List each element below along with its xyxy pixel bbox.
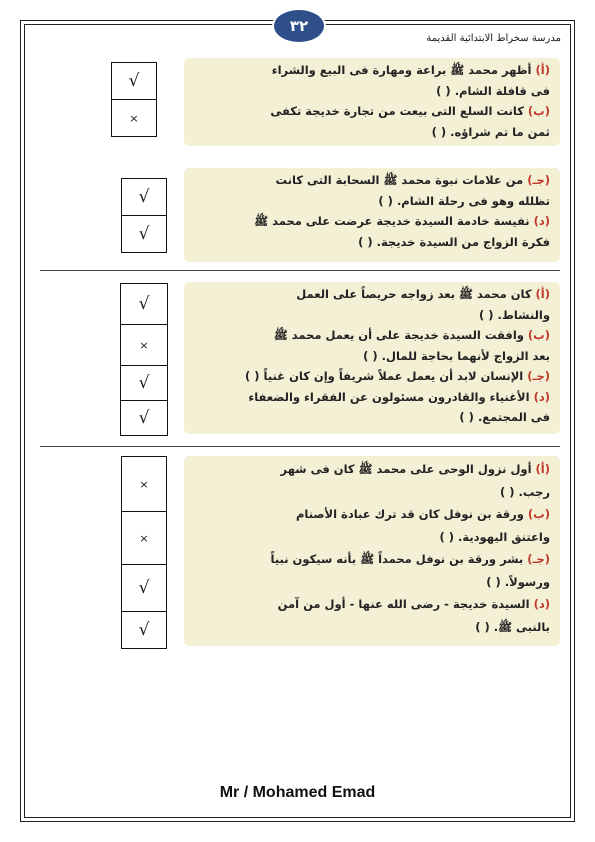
- answer-box-1b: [111, 99, 157, 137]
- statement-4a-line2: رجب. ( ): [500, 484, 550, 499]
- check-mark-icon: √: [138, 187, 150, 207]
- statement-3a: (أ) كان محمد ﷺ بعد زواجه حريصاً على العمل: [296, 287, 550, 301]
- statement-3b-line2: بعد الزواج لأنهما بحاجة للمال. ( ): [363, 348, 550, 363]
- check-mark-icon: √: [138, 578, 150, 598]
- statement-4b: (ب) ورقة بن نوفل كان قد ترك عبادة الأصنام: [295, 507, 550, 521]
- statement-4d-line2: بالنبى ﷺ. ( ): [475, 619, 550, 634]
- statement-4c: (جـ) بشر ورقة بن نوفل محمداً ﷺ بأنه سيكون نبياً: [270, 552, 550, 566]
- answer-box-3a: [120, 283, 168, 325]
- check-mark-icon: √: [138, 224, 150, 244]
- cross-mark-icon: ×: [139, 477, 149, 491]
- page-number-badge: ٣٢: [274, 10, 324, 42]
- answer-box-3b: [120, 324, 168, 366]
- check-mark-icon: √: [128, 71, 140, 91]
- answer-box-4b: [121, 511, 167, 565]
- statement-4d: (د) السيدة خديجة - رضى الله عنها - أول من آمن: [277, 597, 550, 611]
- answer-box-3c: [120, 365, 168, 401]
- check-mark-icon: √: [138, 373, 150, 393]
- cross-mark-icon: ×: [129, 111, 139, 125]
- section-divider: [40, 446, 560, 447]
- statement-2d-line2: فكرة الزواج من السيدة خديجة. ( ): [358, 234, 550, 249]
- statement-3d: (د) الأغنياء والقادرون مسئولون عن الفقراء والضعفاء: [248, 389, 550, 404]
- answer-box-4c: [121, 564, 167, 612]
- section-divider: [40, 270, 560, 271]
- author-signature: Mr / Mohamed Emad: [219, 784, 376, 801]
- question-panel-2: [184, 168, 560, 262]
- answer-box-4a: [121, 456, 167, 512]
- question-panel-3: [184, 282, 560, 434]
- statement-1a-line2: فى قافلة الشام. ( ): [436, 83, 550, 98]
- statement-4c-line2: ورسولاً. ( ): [486, 574, 550, 589]
- answer-box-2d: [121, 215, 167, 253]
- answer-box-1a: [111, 62, 157, 100]
- check-mark-icon: √: [138, 294, 150, 314]
- statement-1b-line2: ثمن ما تم شراؤه. ( ): [431, 124, 550, 139]
- statement-3d-line2: فى المجتمع. ( ): [459, 410, 550, 424]
- answer-box-4d: [121, 611, 167, 649]
- check-mark-icon: √: [138, 620, 150, 640]
- statement-4b-line2: واعتنق اليهودية. ( ): [439, 529, 550, 544]
- answer-box-3d: [120, 400, 168, 436]
- statement-1a: (أ) أظهر محمد ﷺ براعة ومهارة فى البيع والشراء: [271, 63, 550, 77]
- statement-2c-line2: تظلله وهو فى رحلة الشام. ( ): [378, 193, 550, 208]
- question-panel-4: [184, 456, 560, 646]
- statement-3b: (ب) وافقت السيدة خديجة على أن يعمل محمد ﷺ: [273, 328, 550, 342]
- check-mark-icon: √: [138, 408, 150, 428]
- statement-1b: (ب) كانت السلع التى بيعت من تجارة خديجة تكفى: [270, 104, 550, 118]
- statement-2c: (جـ) من علامات نبوة محمد ﷺ السحابة التى كانت: [275, 173, 550, 187]
- cross-mark-icon: ×: [139, 531, 149, 545]
- cross-mark-icon: ×: [139, 338, 149, 352]
- statement-3a-line2: والنشاط. ( ): [479, 307, 550, 322]
- question-panel-1: [184, 58, 560, 146]
- statement-4a: (أ) أول نزول الوحى على محمد ﷺ كان فى شهر: [280, 462, 550, 476]
- statement-2d: (د) نفيسة خادمة السيدة خديجة عرضت على محمد ﷺ: [254, 214, 550, 228]
- statement-3c: (جـ) الإنسان لابد أن يعمل عملاً شريفاً وإن كان غنياً ( ): [245, 369, 550, 383]
- answer-box-2c: [121, 178, 167, 216]
- school-name: مدرسة سخراط الابتدائية القديمة: [426, 33, 561, 44]
